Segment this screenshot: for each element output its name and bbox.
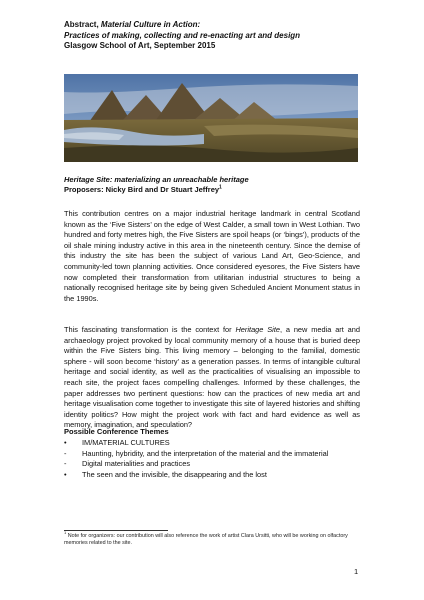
themes-list: [64, 438, 360, 480]
bullet-icon: •: [64, 438, 67, 447]
footnote-ref[interactable]: 1: [219, 184, 222, 191]
abstract-prefix: Abstract,: [64, 20, 101, 29]
list-item: • IM/MATERIAL CULTURES: [64, 438, 170, 447]
five-sisters-photo: [64, 74, 358, 162]
proposers-line: Proposers: Nicky Bird and Dr Stuart Jeffrey$^1$: [64, 184, 222, 194]
conference-subtitle: Practices of making, collecting and re-enacting art and design: [64, 30, 301, 40]
bullet-icon: •: [64, 469, 67, 479]
paragraph-context: This fascinating transformation is the context for Heritage Site, a new media art and archaeology project provoked by local community memory of a house that is buried deep within the Five Sisters bing. This living memory – belonging to the familial, domestic sphere - will soon become ‘history’ as a generation passes. In terms of intangible cultural heritage and social identity, as well as the practicalities of visualising an impossible to reach site, the project faces compelling challenges. Informed by these challenges, the paper addresses two pertinent questions: how can the practices of new media art and heritage visualisation come together to investigate this site of layered histories and shifting identity politics? How might the project work with fact and hard evidence as well as memory, imagination, and speculation?: [64, 325, 360, 430]
list-item: - Haunting, hybridity, and the interpretation of the material and the immaterial: [64, 448, 329, 458]
paragraph-intro: This contribution centres on a major industrial heritage landmark in central Scotland known as the ‘Five Sisters’ on the edge of West Calder, a small town in West Lothian. Two hundred and forty metres high, the Five Sisters are spoil heaps (or ‘bings’), products of the oil shale mining industry active in this area in the nineteenth century. Since the demise of this industry the site has been the subject of various Land Art, Geo-Science, and community-led town planning activities. Once considered eyesores, the Five Sisters have now completed their transformation from utilitarian industrial structures to being a nationally recognised heritage site by being given Scheduled Ancient Monument status in the 1990s.: [64, 209, 360, 303]
dash-bullet-icon: -: [64, 459, 67, 469]
project-name: Heritage Site: [235, 325, 280, 334]
paper-title: Heritage Site: materializing an unreachable heritage: [64, 175, 249, 184]
page-number: 1: [354, 567, 359, 576]
footnote-marker: 1: [64, 530, 67, 536]
footnote: [64, 530, 360, 548]
document-header: [64, 20, 364, 52]
themes-heading: Possible Conference Themes: [64, 427, 169, 436]
paper-heading: [64, 175, 364, 195]
list-item: • The seen and the invisible, the disappearing and the lost: [64, 469, 267, 479]
dash-bullet-icon: -: [64, 448, 67, 458]
abstract-title: Material Culture in Action:: [100, 20, 201, 29]
footnote-divider: [64, 530, 168, 531]
landscape-photo-icon: [64, 74, 358, 162]
conference-venue: Glasgow School of Art, September 2015: [64, 41, 216, 50]
footnote-text: Note for organizers: our contribution will also reference the work of artist Clara Ursitti, who will be working on olfactory memories related to the site.: [64, 533, 348, 547]
list-item: - Digital materialities and practices: [64, 459, 191, 469]
abstract-line: [64, 20, 364, 31]
